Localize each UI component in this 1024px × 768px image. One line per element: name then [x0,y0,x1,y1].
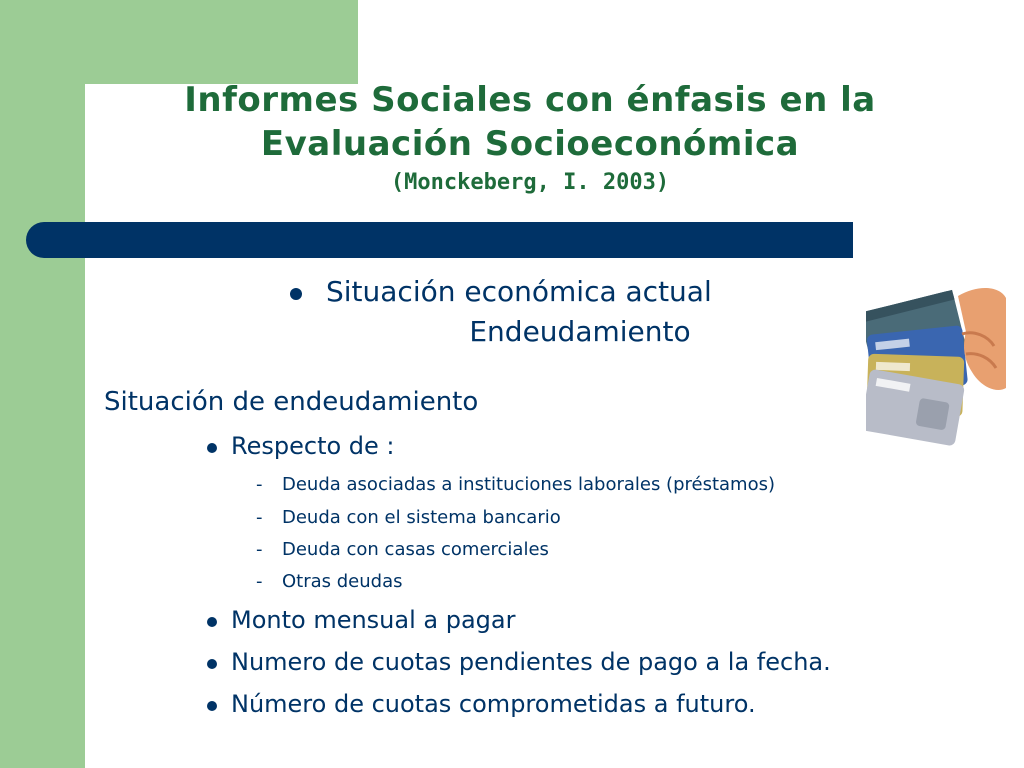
bullet-item [207,604,515,636]
sub-item [256,569,403,595]
bullet-text: Número de cuotas comprometidas a futuro. [231,690,756,718]
main-point-line2: Endeudamiento [469,315,691,348]
bullet-icon [290,288,302,300]
navy-divider-bar [26,222,853,258]
section-heading: Situación de endeudamiento [104,387,479,417]
main-point-line1: Situación económica actual [326,275,712,308]
left-green-band [0,0,85,768]
dash-marker: - [256,507,263,528]
bullet-item [207,688,756,720]
bullet-icon [207,443,217,453]
slide-title-line1: Informes Sociales con énfasis en la [184,80,876,120]
slide-subtitle: (Monckeberg, I. 2003) [390,170,670,195]
main-point [290,272,810,352]
top-green-block [0,0,358,84]
bullet-icon [207,659,217,669]
dash-marker: - [256,571,263,592]
sub-item-text: Otras deudas [282,571,403,592]
bullet-text: Numero de cuotas pendientes de pago a la fecha. [231,648,831,676]
dash-marker: - [256,539,263,560]
bullet-icon [207,617,217,627]
sub-item [256,537,549,563]
sub-item [256,472,775,498]
sub-item-text: Deuda asociadas a instituciones laborales (préstamos) [282,474,775,495]
bullet-icon [207,701,217,711]
bullet-text: Monto mensual a pagar [231,606,516,634]
dash-marker: - [256,474,263,495]
bullet-item [207,430,395,462]
sub-item-text: Deuda con el sistema bancario [282,507,561,528]
credit-cards-icon [866,276,1006,456]
sub-item-text: Deuda con casas comerciales [282,539,549,560]
bullet-item [207,646,831,678]
sub-item [256,505,561,531]
bullet-text: Respecto de : [231,432,395,460]
title-block [130,78,930,198]
slide-title-line2: Evaluación Socioeconómica [260,124,800,164]
